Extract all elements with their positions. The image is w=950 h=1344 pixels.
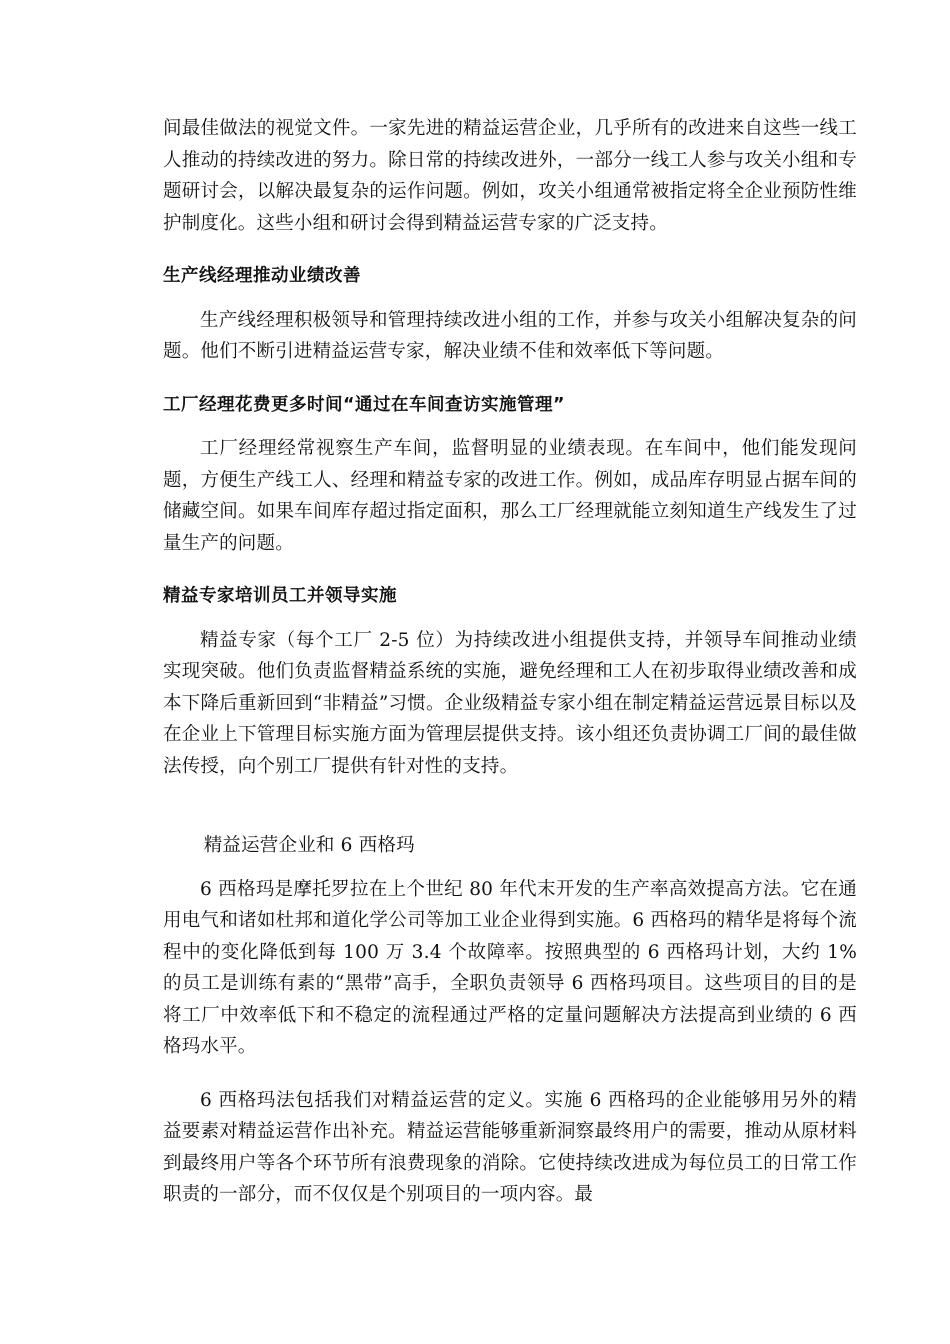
paragraph-best-practice-continued: 间最佳做法的视觉文件。一家先进的精益运营企业，几乎所有的改进来自这些一线工人推动的持续改进的努力。除日常的持续改进外，一部分一线工人参与攻关小组和专题研讨会，以解决最复杂的运作问题。例如，攻关小组通常被指定将全企业预防性维护制度化。这些小组和研讨会得到精益运营专家的广泛支持。 [163, 118, 857, 234]
paragraph-six-sigma-intro: 6 西格玛是摩托罗拉在上个世纪 80 年代末开发的生产率高效提高方法。它在通用电气和诸如杜邦和道化学公司等加工业企业得到实施。6 西格玛的精华是将每个流程中的变化降低到每 100 万 3.4 个故障率。按照典型的 6 西格玛计划，大约 1% 的员工是训练有素的“黑带”高手，全职负责领导 6 西格玛项目。这些项目的目的是将工厂中效率低下和不稳定的流程通过严格的定量问题解决方法提高到业绩的 6 西格玛水平。 [163, 878, 857, 1057]
paragraph-plant-managers: 工厂经理经常视察生产车间，监督明显的业绩表现。在车间中，他们能发现问题，方便生产线工人、经理和精益专家的改进工作。例如，成品库存明显占据车间的储藏空间。如果车间库存超过指定面积，那么工厂经理就能立刻知道生产线发生了过量生产的问题。 [163, 438, 857, 554]
heading-line-managers: 生产线经理推动业绩改善 [163, 266, 361, 286]
heading-plant-managers: 工厂经理花费更多时间“通过在车间查访实施管理” [163, 394, 566, 415]
paragraph-six-sigma-definition: 6 西格玛法包括我们对精益运营的定义。实施 6 西格玛的企业能够用另外的精益要素对精益运营作出补充。精益运营能够重新洞察最终用户的需要，推动从原材料到最终用户等各个环节所有浪费现象的消除。它使持续改进成为每位员工的日常工作职责的一部分，而不仅仅是个别项目的一项内容。最 [163, 1089, 857, 1205]
subtitle-six-sigma: 精益运营企业和 6 西格玛 [203, 835, 415, 856]
heading-lean-experts: 精益专家培训员工并领导实施 [163, 586, 397, 606]
paragraph-line-managers: 生产线经理积极领导和管理持续改进小组的工作，并参与攻关小组解决复杂的问题。他们不断引进精益运营专家，解决业绩不佳和效率低下等问题。 [163, 309, 857, 362]
text-column [163, 113, 857, 1211]
paragraph-lean-experts: 精益专家（每个工厂 2-5 位）为持续改进小组提供支持，并领导车间推动业绩实现突破。他们负责监督精益系统的实施，避免经理和工人在初步取得业绩改善和成本下降后重新回到“非精益”习惯。企业级精益专家小组在制定精益运营远景目标以及在企业上下管理目标实施方面为管理层提供支持。该小组还负责协调工厂间的最佳做法传授，向个别工厂提供有针对性的支持。 [163, 629, 857, 777]
